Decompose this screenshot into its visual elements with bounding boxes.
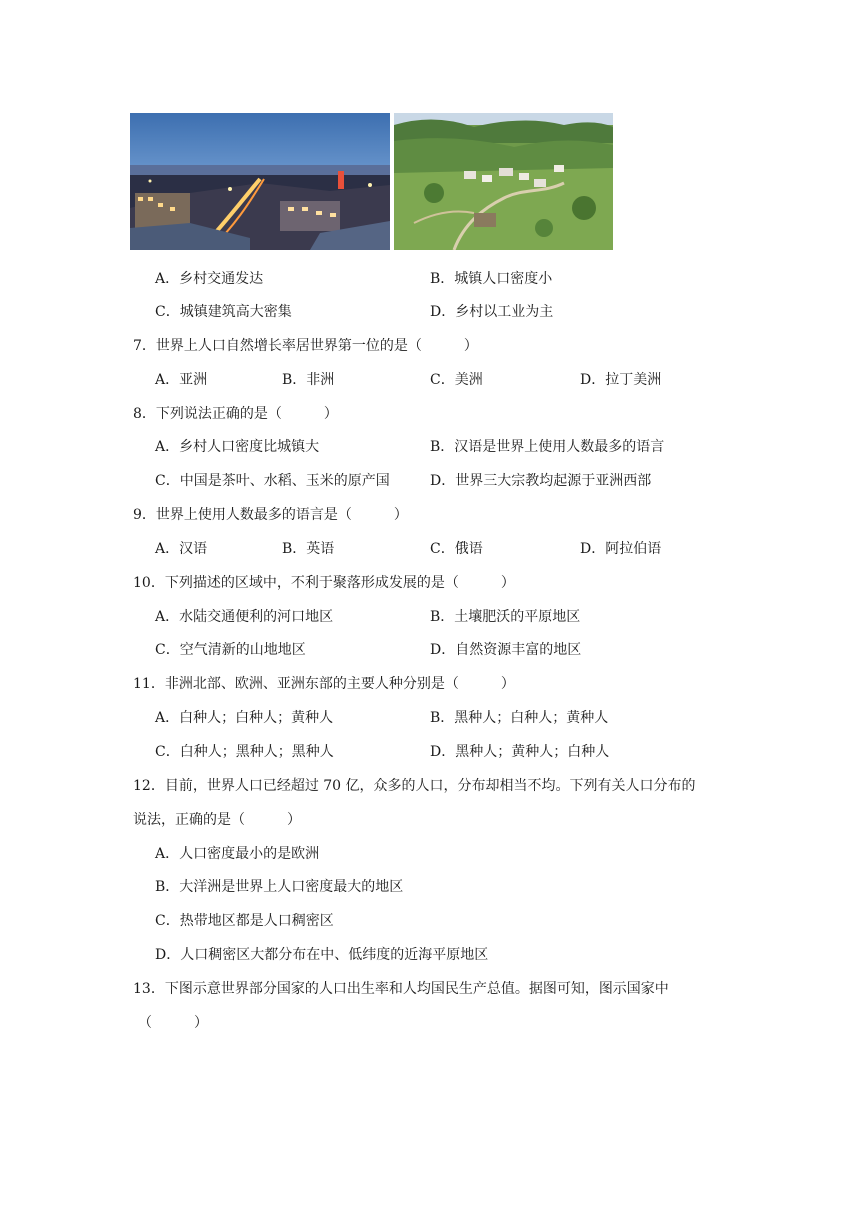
option-7a: A．亚洲 xyxy=(155,372,208,388)
option-6b: B．城镇人口密度小 xyxy=(430,271,553,287)
option-10c: C．空气清新的山地地区 xyxy=(155,642,306,658)
village-aerial-photo xyxy=(394,113,613,250)
option-6a: A．乡村交通发达 xyxy=(155,271,264,287)
question-12-stem-cont: 说法，正确的是（ ） xyxy=(133,812,301,828)
option-9d: D．阿拉伯语 xyxy=(580,541,662,557)
option-12c: C．热带地区都是人口稠密区 xyxy=(155,913,334,929)
option-12b: B．大洋洲是世界上人口密度最大的地区 xyxy=(155,879,404,895)
city-night-photo xyxy=(130,113,390,250)
question-13-stem-cont: （ ） xyxy=(138,1015,208,1031)
option-10d: D．自然资源丰富的地区 xyxy=(430,642,582,658)
question-12-stem: 12．目前，世界人口已经超过 70 亿，众多的人口，分布却相当不均。下列有关人口分布的 xyxy=(133,778,696,794)
option-7c: C．美洲 xyxy=(430,372,483,388)
option-8b: B．汉语是世界上使用人数最多的语言 xyxy=(430,439,665,455)
option-10a: A．水陆交通便利的河口地区 xyxy=(155,609,334,625)
option-7d: D．拉丁美洲 xyxy=(580,372,662,388)
option-6d: D．乡村以工业为主 xyxy=(430,304,554,320)
option-11c: C．白种人；黑种人；黑种人 xyxy=(155,744,334,760)
option-12a: A．人口密度最小的是欧洲 xyxy=(155,846,320,862)
option-12d: D．人口稠密区大都分布在中、低纬度的近海平原地区 xyxy=(155,947,489,963)
question-7-stem: 7．世界上人口自然增长率居世界第一位的是（ ） xyxy=(133,338,478,354)
option-6c: C．城镇建筑高大密集 xyxy=(155,304,292,320)
option-11a: A．白种人；白种人；黄种人 xyxy=(155,710,334,726)
question-9-stem: 9．世界上使用人数最多的语言是（ ） xyxy=(133,507,408,523)
option-11b: B．黑种人；白种人；黄种人 xyxy=(430,710,609,726)
option-9b: B．英语 xyxy=(282,541,335,557)
option-8c: C．中国是茶叶、水稻、玉米的原产国 xyxy=(155,473,390,489)
question-13-stem: 13．下图示意世界部分国家的人口出生率和人均国民生产总值。据图可知，图示国家中 xyxy=(133,981,669,997)
option-9c: C．俄语 xyxy=(430,541,483,557)
option-8d: D．世界三大宗教均起源于亚洲西部 xyxy=(430,473,652,489)
question-8-stem: 8．下列说法正确的是（ ） xyxy=(133,406,338,422)
question-10-stem: 10．下列描述的区域中，不利于聚落形成发展的是（ ） xyxy=(133,575,515,591)
option-7b: B．非洲 xyxy=(282,372,335,388)
question-11-stem: 11．非洲北部、欧洲、亚洲东部的主要人种分别是（ ） xyxy=(133,676,515,692)
option-11d: D．黑种人；黄种人；白种人 xyxy=(430,744,610,760)
option-8a: A．乡村人口密度比城镇大 xyxy=(155,439,320,455)
option-10b: B．土壤肥沃的平原地区 xyxy=(430,609,581,625)
option-9a: A．汉语 xyxy=(155,541,208,557)
